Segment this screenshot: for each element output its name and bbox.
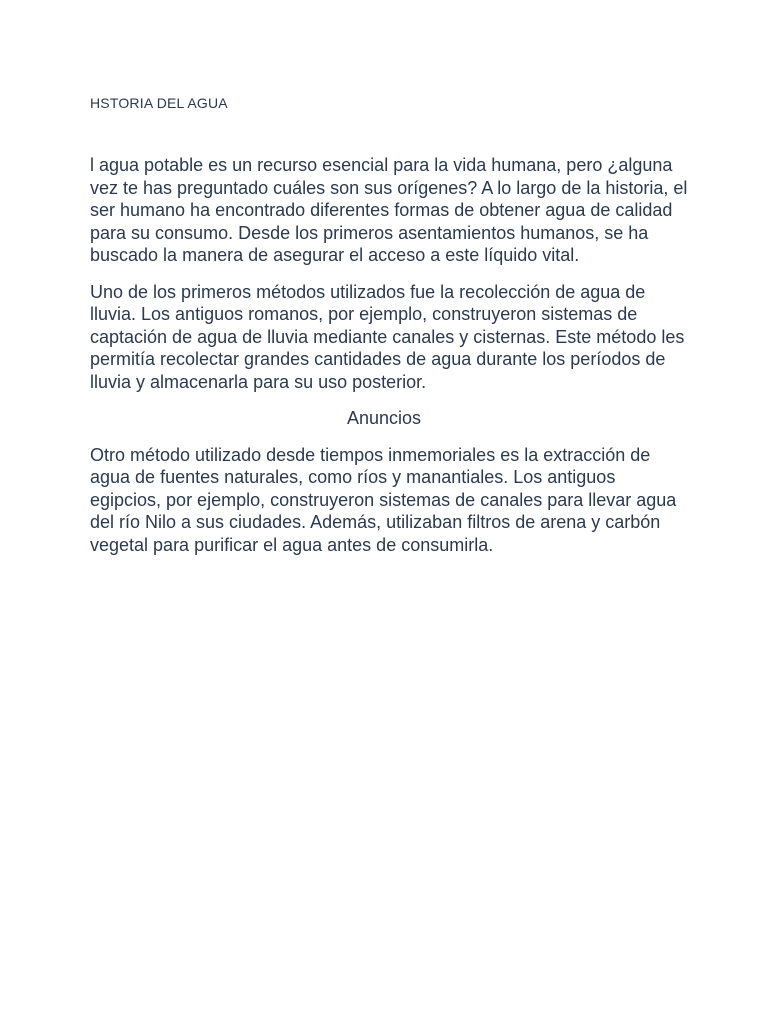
document-title: HSTORIA DEL AGUA — [90, 95, 228, 111]
ads-label: Anuncios — [346, 408, 422, 428]
document-body — [90, 154, 690, 570]
paragraph-2: Uno de los primeros métodos utilizados fue la recolección de agua de lluvia. Los antiguos romanos, por ejemplo, construyeron sistemas de captación de agua de lluvia mediante canales y cisternas. Este método les permitía recolectar grandes cantidades de agua durante los períodos de lluvia y almacenarla para su uso posterior. — [90, 281, 685, 392]
paragraph-1: l agua potable es un recurso esencial para la vida humana, pero ¿alguna vez te has preguntado cuáles son sus orígenes? A lo largo de la historia, el ser humano ha encontrado diferentes formas de obtener agua de calidad para su consumo. Desde los primeros asentamientos humanos, se ha buscado la manera de asegurar el acceso a este líquido vital. — [90, 155, 688, 265]
paragraph-3: Otro método utilizado desde tiempos inmemoriales es la extracción de agua de fuentes naturales, como ríos y manantiales. Los antiguos egipcios, por ejemplo, construyeron sistemas de canales para llevar agua del río Nilo a sus ciudades. Además, utilizaban filtros de arena y carbón vegetal para purificar el agua antes de consumirla. — [90, 444, 677, 555]
